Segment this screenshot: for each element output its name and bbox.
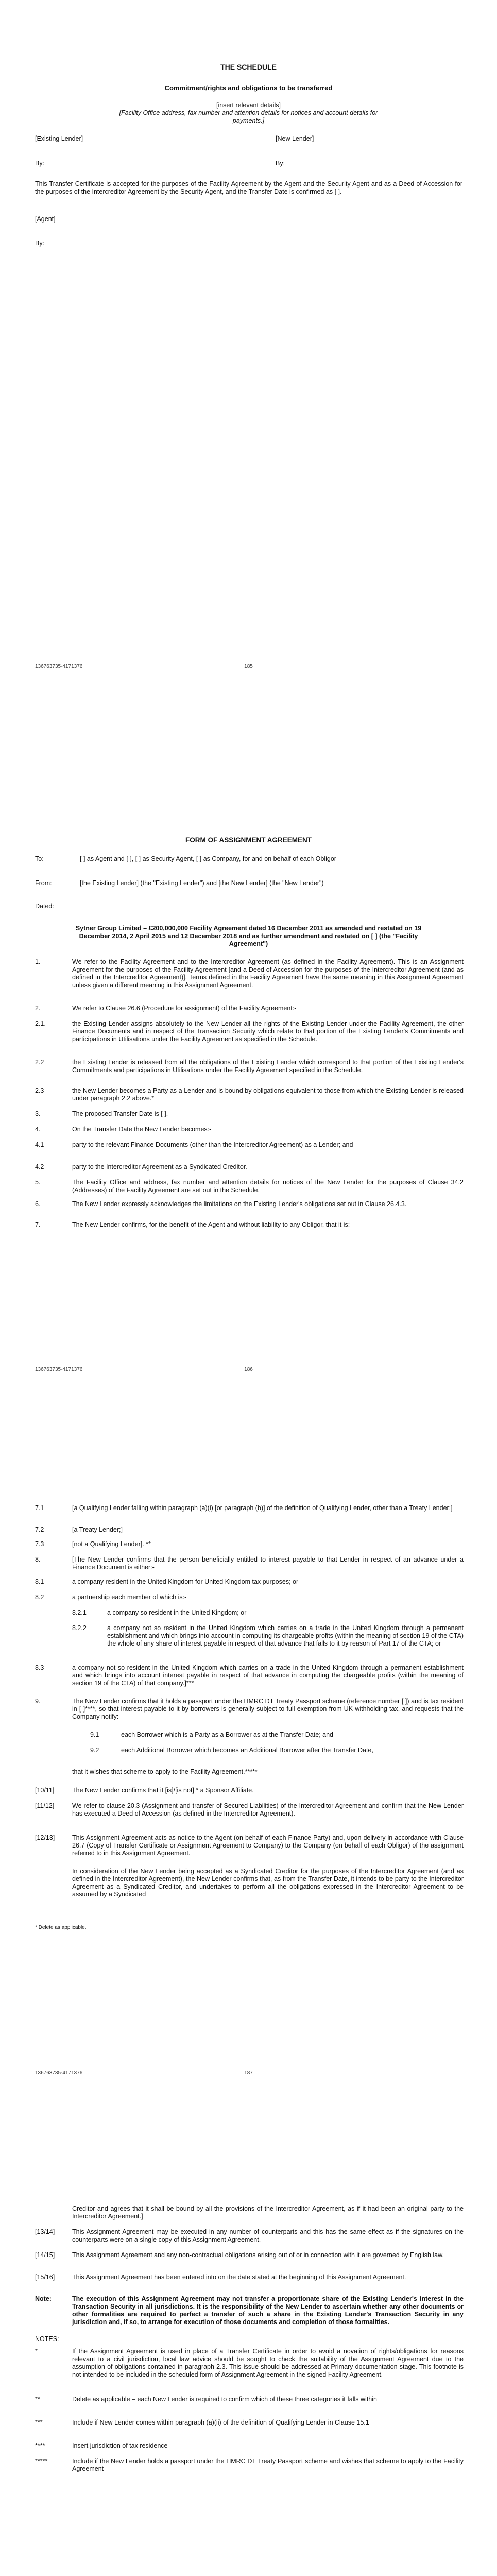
item-number: [12/13]: [35, 1834, 55, 1841]
item-text: The New Lender confirms that it [is]/[is not] * a Sponsor Affiliate.: [72, 1787, 254, 1794]
item-text: The Facility Office and address, fax number and attention details for notices of the New Lender for the purposes of Clause 34.2 (Addresses) of the Facility Agreement are set out in the Schedule.: [72, 1179, 464, 1194]
footer-reference: 136763735-4171376: [35, 1367, 83, 1372]
subitem-number: 8.2.2: [72, 1624, 87, 1632]
item-text: a partnership each member of which is:-: [72, 1594, 187, 1601]
footer-reference: 136763735-4171376: [35, 2070, 83, 2076]
page-number: 185: [244, 664, 253, 669]
to-recipients: [ ] as Agent and [ ], [ ] as Security Agent, [ ] as Company, for and on behalf of each Obligor: [80, 855, 336, 862]
insert-details: [insert relevant details]: [216, 101, 281, 109]
subitem-text: a company not so resident in the United Kingdom which carries on a trade in the United Kingdom through a permanent establishment and which brings into account in computing its chargeable profits (within the meaning of section 19 of the CTA) the whole of any share of interest payable in respect of that advance that falls to it by reason of Part 17 of the CTA; or: [107, 1624, 464, 1647]
note-item-text: Insert jurisdiction of tax residence: [72, 2442, 168, 2449]
item-text: On the Transfer Date the New Lender becomes:-: [72, 1126, 212, 1133]
note-marker: ****: [35, 2442, 45, 2449]
item-number: 8.1: [35, 1578, 44, 1585]
continued-paragraph: Creditor and agrees that it shall be bound by all the provisions of the Intercreditor Agreement, as if it had been an original party to the Intercreditor Agreement.]: [72, 2205, 464, 2220]
from-label: From:: [35, 879, 52, 887]
item-number: 2.3: [35, 1087, 44, 1094]
item-number: 9.: [35, 1698, 41, 1705]
notes-label: NOTES:: [35, 2335, 59, 2343]
from-parties: [the Existing Lender] (the "Existing Lender") and [the New Lender] (the "New Lender"): [80, 879, 324, 887]
new-lender-label: [New Lender]: [276, 135, 314, 142]
item-text: a company resident in the United Kingdom for United Kingdom tax purposes; or: [72, 1578, 299, 1585]
item-number: [13/14]: [35, 2228, 55, 2235]
item-9-closing: that it wishes that scheme to apply to the Facility Agreement.*****: [72, 1768, 258, 1775]
page-number: 187: [244, 2070, 253, 2076]
signature-by-existing: By:: [35, 160, 45, 167]
agreement-title: Sytner Group Limited – £200,000,000 Facility Agreement dated 16 December 2011 as amended and restated on 19 December 2014, 2 April 2015 and 12 December 2018 and as further amendment and restated on [ ] (the "Facility Agreement"): [75, 925, 422, 947]
footnote: * Delete as applicable.: [35, 1925, 87, 1930]
page-number: 186: [244, 1367, 253, 1372]
item-number: 7.3: [35, 1540, 44, 1548]
item-text: We refer to clause 20.3 (Assignment and transfer of Secured Liabilities) of the Intercreditor Agreement and confirm that the New Lender has executed a Deed of Accession (as defined in the Intercreditor Agreement).: [72, 1802, 464, 1817]
item-text: a company not so resident in the United Kingdom which carries on a trade in the United Kingdom through a permanent establishment and which brings into account interest payable in respect of that advance in computing the chargeable profits (within the meaning of section 19 of the CTA) of that company.]***: [72, 1664, 464, 1687]
subitem-number: 8.2.1: [72, 1609, 87, 1616]
item-number: 3.: [35, 1110, 41, 1117]
item-text: This Assignment Agreement and any non-contractual obligations arising out of or in connection with it are governed by English law.: [72, 2251, 444, 2259]
item-number: [15/16]: [35, 2274, 55, 2281]
item-text: The New Lender confirms that it holds a passport under the HMRC DT Treaty Passport scheme (reference number [ ]) and is tax resident in [ ]****, so that interest payable to it by borrowers is generally subject to full exemption from UK withholding tax, and requests that the Company notify:: [72, 1698, 464, 1720]
existing-lender-label: [Existing Lender]: [35, 135, 83, 142]
note-marker: *: [35, 2348, 38, 2355]
page-185: [0, 0, 497, 703]
item-text: [not a Qualifying Lender]. **: [72, 1540, 151, 1548]
form-heading: FORM OF ASSIGNMENT AGREEMENT: [185, 836, 312, 844]
item-text: [The New Lender confirms that the person beneficially entitled to interest payable to that Lender in respect of an advance under a Finance Document is either:-: [72, 1556, 464, 1571]
item-number: 4.1: [35, 1141, 44, 1148]
item-number: 8.3: [35, 1664, 44, 1671]
schedule-subheading: Commitment/rights and obligations to be transferred: [164, 84, 333, 92]
item-number: 8.2: [35, 1594, 44, 1601]
item-number: 7.2: [35, 1526, 44, 1533]
subitem-text: a company so resident in the United Kingdom; or: [107, 1609, 247, 1616]
subitem-number: 9.1: [90, 1731, 99, 1738]
item-text: We refer to Clause 26.6 (Procedure for assignment) of the Facility Agreement:-: [72, 1005, 297, 1012]
item-number: 7.: [35, 1221, 41, 1228]
note-item-text: Include if New Lender comes within paragraph (a)(ii) of the definition of Qualifying Lender in Clause 15.1: [72, 2419, 369, 2426]
item-number: [10/11]: [35, 1787, 55, 1794]
item-number: 4.: [35, 1126, 41, 1133]
item-number: 7.1: [35, 1504, 44, 1512]
note-marker: *****: [35, 2458, 48, 2465]
item-number: 6.: [35, 1200, 41, 1208]
signature-by-new: By:: [276, 160, 285, 167]
item-number: 8.: [35, 1556, 41, 1563]
note-item-text: Delete as applicable – each New Lender is required to confirm which of these three categories it falls within: [72, 2396, 377, 2403]
item-text: the Existing Lender is released from all the obligations of the Existing Lender which correspond to that portion of the Existing Lender's Commitments and participations in Utilisations under the Facility Agreement specified in the Schedule.: [72, 1059, 464, 1074]
dated-label: Dated:: [35, 903, 54, 910]
note-marker: **: [35, 2396, 40, 2403]
agent-label: [Agent]: [35, 215, 56, 223]
item-text: party to the Intercreditor Agreement as a Syndicated Creditor.: [72, 1163, 247, 1171]
item-text: the Existing Lender assigns absolutely to the New Lender all the rights of the Existing Lender under the Facility Agreement, the other Finance Documents and in respect of the Transaction Security which relate to that portion of the Existing Lender's Commitments and participations in Utilisations under the Facility Agreement as specified in the Schedule.: [72, 1020, 464, 1043]
page-187: [0, 1406, 497, 2110]
item-text: This Assignment Agreement has been entered into on the date stated at the beginning of this Assignment Agreement.: [72, 2274, 406, 2281]
note-text: The execution of this Assignment Agreement may not transfer a proportionate share of the Existing Lender's interest in the Transaction Security in all jurisdictions. It is the responsibility of the New Lender to ascertain whether any other documents or other formalities are required to perfect a transfer of such a share in the Existing Lender's Transaction Security in any jurisdiction and, if so, to arrange for execution of those documents and completion of those formalities.: [72, 2295, 464, 2326]
item-number: 1.: [35, 958, 41, 965]
item-number: 2.1.: [35, 1020, 46, 1027]
item-text: This Assignment Agreement may be executed in any number of counterparts and this has the same effect as if the signatures on the counterparts were on a single copy of this Assignment Agreement.: [72, 2228, 464, 2243]
schedule-heading: THE SCHEDULE: [220, 63, 277, 71]
footer-reference: 136763735-4171376: [35, 664, 83, 669]
item-number: [11/12]: [35, 1802, 55, 1809]
subitem-number: 9.2: [90, 1747, 99, 1754]
item-number: 2.: [35, 1005, 41, 1012]
item-text: The New Lender confirms, for the benefit of the Agent and without liability to any Obligor, that it is:-: [72, 1221, 352, 1228]
item-text: [a Treaty Lender;]: [72, 1526, 123, 1533]
note-label: Note:: [35, 2295, 52, 2302]
note-item-text: Include if the New Lender holds a passport under the HMRC DT Treaty Passport scheme and wishes that scheme to apply to the Facility Agreement: [72, 2458, 464, 2472]
page-186: [0, 703, 497, 1406]
page-188: [0, 2110, 497, 2576]
item-text: party to the relevant Finance Documents (other than the Intercreditor Agreement) as a Lender; and: [72, 1141, 353, 1148]
item-text: The New Lender expressly acknowledges the limitations on the Existing Lender's obligations set out in Clause 26.4.3.: [72, 1200, 407, 1208]
acceptance-paragraph: This Transfer Certificate is accepted for the purposes of the Facility Agreement by the Agent and the Security Agent and as a Deed of Accession for the purposes of the Intercreditor Agreement by the Security Agent, and the Transfer Date is confirmed as [ ].: [35, 180, 462, 195]
item-text: [a Qualifying Lender falling within paragraph (a)(i) [or paragraph (b)] of the definition of Qualifying Lender, other than a Treaty Lender;]: [72, 1504, 453, 1512]
item-text: The proposed Transfer Date is [ ].: [72, 1110, 168, 1117]
facility-office-details: [Facility Office address, fax number and attention details for notices and account details for payments.]: [119, 109, 378, 124]
note-item-text: If the Assignment Agreement is used in place of a Transfer Certificate in order to avoid a novation of rights/obligations for reasons relevant to a civil jurisdiction, local law advice should be sought to check the suitability of the Assignment Agreement due to the assumption of obligations contained in paragraph 2.3. This issue should be addressed at Primary documentation stage. This footnote is not intended to be included in the scheduled form of Assignment Agreement in the signed Facility Agreement.: [72, 2348, 464, 2378]
item-text: This Assignment Agreement acts as notice to the Agent (on behalf of each Finance Party) and, upon delivery in accordance with Clause 26.7 (Copy of Transfer Certificate or Assignment Agreement to Company) to the Company (on behalf of each Obligor) of the assignment referred to in this Assignment Agreement.: [72, 1834, 464, 1857]
item-number: 2.2: [35, 1059, 44, 1066]
subitem-text: each Additional Borrower which becomes an Additional Borrower after the Transfer Date,: [121, 1747, 373, 1754]
item-number: 5.: [35, 1179, 41, 1186]
to-label: To:: [35, 855, 44, 862]
item-number: 4.2: [35, 1163, 44, 1171]
item-number: [14/15]: [35, 2251, 55, 2259]
item-text: the New Lender becomes a Party as a Lender and is bound by obligations equivalent to those from which the Existing Lender is released under paragraph 2.2 above.*: [72, 1087, 464, 1102]
syndicated-creditor-paragraph: In consideration of the New Lender being accepted as a Syndicated Creditor for the purposes of the Intercreditor Agreement (and as defined in the Intercreditor Agreement), the New Lender confirms that, as from the Transfer Date, it intends to be party to the Intercreditor Agreement as a Syndicated Creditor, and undertakes to perform all the obligations expressed in the Intercreditor Agreement to be assumed by a Syndicated: [72, 1868, 464, 1898]
subitem-text: each Borrower which is a Party as a Borrower as at the Transfer Date; and: [121, 1731, 333, 1738]
signature-by-agent: By:: [35, 240, 45, 247]
note-marker: ***: [35, 2419, 43, 2426]
item-text: We refer to the Facility Agreement and to the Intercreditor Agreement (as defined in the Facility Agreement). This is an Assignment Agreement for the purposes of the Facility Agreement [and a Deed of Accession for the purposes of the Intercreditor Agreement (and as defined in the Intercreditor Agreement)]. Terms defined in the Facility Agreement have the same meaning in this Assignment Agreement unless given a different meaning in this Assignment Agreement.: [72, 958, 464, 989]
